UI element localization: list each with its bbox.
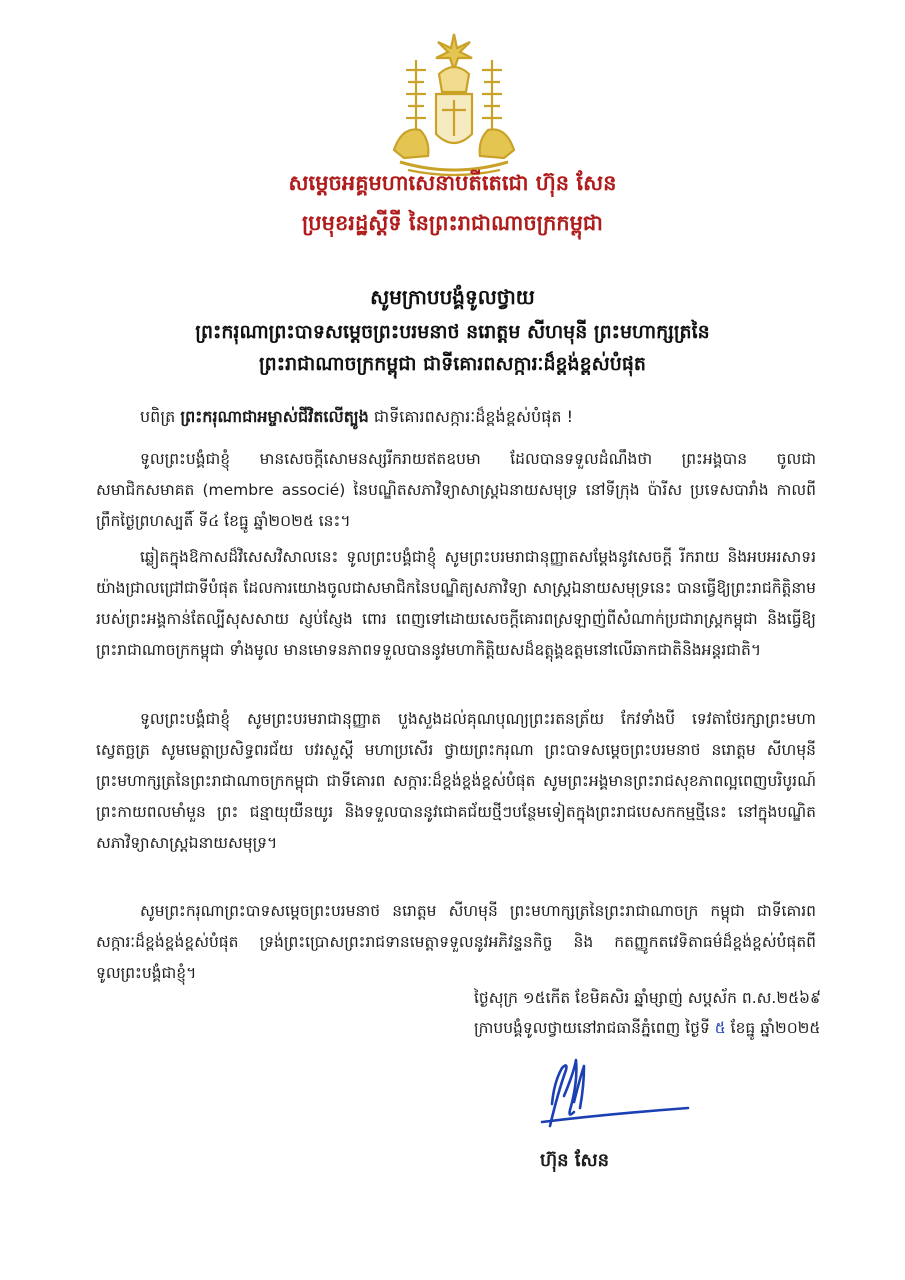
handwritten-signature [528, 1052, 693, 1137]
salutation [140, 406, 573, 430]
subject-line-3: ព្រះរាជាណាចក្រកម្ពុជា ជាទីគោរពសក្ការៈដ៏ខ្ពង់ខ្ពស់បំផុត [259, 353, 646, 375]
body-paragraph-1: ទូលព្រះបង្គំជាខ្ញុំ មានសេចក្តីសោមនស្សរីករាយឥតឧបមា ដែលបានទទួលដំណឹងថា ព្រះអង្គបាន ចូលជាសមាជិកសមាគត (membre associé) នៃបណ្ឌិតសភាវិទ្យាសាស្ត្រឯនាយសមុទ្រ នៅទីក្រុង ប៉ារីស ប្រទេសបារាំង កាលពីព្រឹកថ្ងៃព្រហស្បតិ៍ ទី៤ ខែធ្នូ ឆ្នាំ២០២៥ នេះ។ [96, 450, 816, 530]
royal-arms-of-cambodia-icon [384, 30, 524, 180]
lunar-date: ថ្ងៃសុក្រ ១៥កើត ខែមិគសិរ ឆ្នាំម្សាញ់ សប្តស័ក ព.ស.២៥៦៩ [474, 989, 821, 1007]
gregorian-date-day: ៥ [714, 1019, 726, 1037]
subject-line-2: ព្រះករុណាព្រះបាទសម្តេចព្រះបរមនាថ នរោត្តម សីហមុនី ព្រះមហាក្សត្រនៃ [195, 321, 710, 343]
gregorian-date-prefix: ក្រាបបង្គំទូលថ្វាយនៅរាជធានីភ្នំពេញ ថ្ងៃទី [474, 1019, 715, 1037]
subject-line-1: សូមក្រាបបង្គំទូលថ្វាយ [370, 285, 535, 309]
salutation-prefix: បពិត្រ [140, 407, 181, 426]
salutation-bold: ព្រះករុណាជាអម្ចាស់ជីវិតលើត្បូង [180, 407, 369, 426]
body-paragraph-3: ទូលព្រះបង្គំជាខ្ញុំ សូមព្រះបរមរាជានុញ្ញាត បួងសួងដល់គុណបុណ្យព្រះរតនត្រ័យ កែវទាំងបី ទេវតាថែរក្សាព្រះមហាស្វេតច្ឆត្រ សូមមេត្តាប្រសិទ្ធពរជ័យ បវរសួស្តី មហាប្រសើរ ថ្វាយព្រះករុណា ព្រះបាទសម្តេចព្រះបរមនាថ នរោត្តម សីហមុនី ព្រះមហាក្សត្រនៃព្រះរាជាណាចក្រកម្ពុជា ជាទីគោរព សក្ការៈដ៏ខ្ពង់ខ្ពង់ខ្ពស់បំផុត សូមព្រះអង្គមានព្រះរាជសុខភាពល្អពេញបរិបូរណ៍ ព្រះកាយពលមាំមួន ព្រះ ជន្មាយុយឺនយូរ និងទទួលបាននូវជោគជ័យថ្មីៗបន្ថែមទៀតក្នុងព្រះរាជបេសកកម្មថ្មីនេះ នៅក្នុងបណ្ឌិត សភាវិទ្យាសាស្ត្រឯនាយសមុទ្រ។ [96, 710, 816, 852]
gregorian-date [474, 1018, 820, 1041]
salutation-suffix: ជាទីគោរពសក្ការៈដ៏ខ្ពង់ខ្ពស់បំផុត ! [368, 407, 574, 426]
gregorian-date-suffix: ខែធ្នូ ឆ្នាំ២០២៥ [725, 1019, 821, 1037]
sender-title: សម្តេចអគ្គមហាសេនាបតីតេជោ ហ៊ុន សែន [288, 170, 617, 195]
sender-role: ប្រមុខរដ្ឋស្តីទី នៃព្រះរាជាណាចក្រកម្ពុជា [302, 210, 603, 235]
body-paragraph-4: សូមព្រះករុណាព្រះបាទសម្តេចព្រះបរមនាថ នរោត្តម សីហមុនី ព្រះមហាក្សត្រនៃព្រះរាជាណាចក្រ កម្ពុជា ជាទីគោរពសក្ការៈដ៏ខ្ពង់ខ្ពង់ខ្ពស់បំផុត ទ្រង់ព្រះប្រោសព្រះរាជទានមេត្តាទទួលនូវអភិវន្ទនកិច្ច និង កតញ្ញូកតវេទិតាធម៌ដ៏ខ្ពង់ខ្ពស់បំផុតពីទូលព្រះបង្គំជាខ្ញុំ។ [96, 902, 816, 982]
body-paragraph-2: ឆ្លៀតក្នុងឱកាសដ៏វិសេសវិសាលនេះ ទូលព្រះបង្គំជាខ្ញុំ សូមព្រះបរមរាជានុញ្ញាតសម្តែងនូវសេចក្តី រីករាយ និងអបអរសាទរយ៉ាងជ្រាលជ្រៅជាទីបំផុត ដែលការយោងចូលជាសមាជិកនៃបណ្ឌិត្យសភាវិទ្យា សាស្ត្រឯនាយសមុទ្រនេះ បានធ្វើឱ្យព្រះរាជកិត្តិនាមរបស់ព្រះអង្គកាន់តែល្បីសុសសាយ ស្ញប់ស្ញែង ពោរ ពេញទៅដោយសេចក្តីគោរពស្រឡាញ់ពីសំណាក់ប្រជារាស្ត្រកម្ពុជា និងធ្វើឱ្យព្រះរាជាណាចក្រកម្ពុជា ទាំងមូល មានមោទនភាពទទួលបាននូវមហាកិត្តិយសដ៏ឧត្តុង្គឧត្តមនៅលើឆាកជាតិនិងអន្តរជាតិ។ [96, 548, 816, 659]
signer-name: ហ៊ុន សែន [540, 1150, 610, 1171]
